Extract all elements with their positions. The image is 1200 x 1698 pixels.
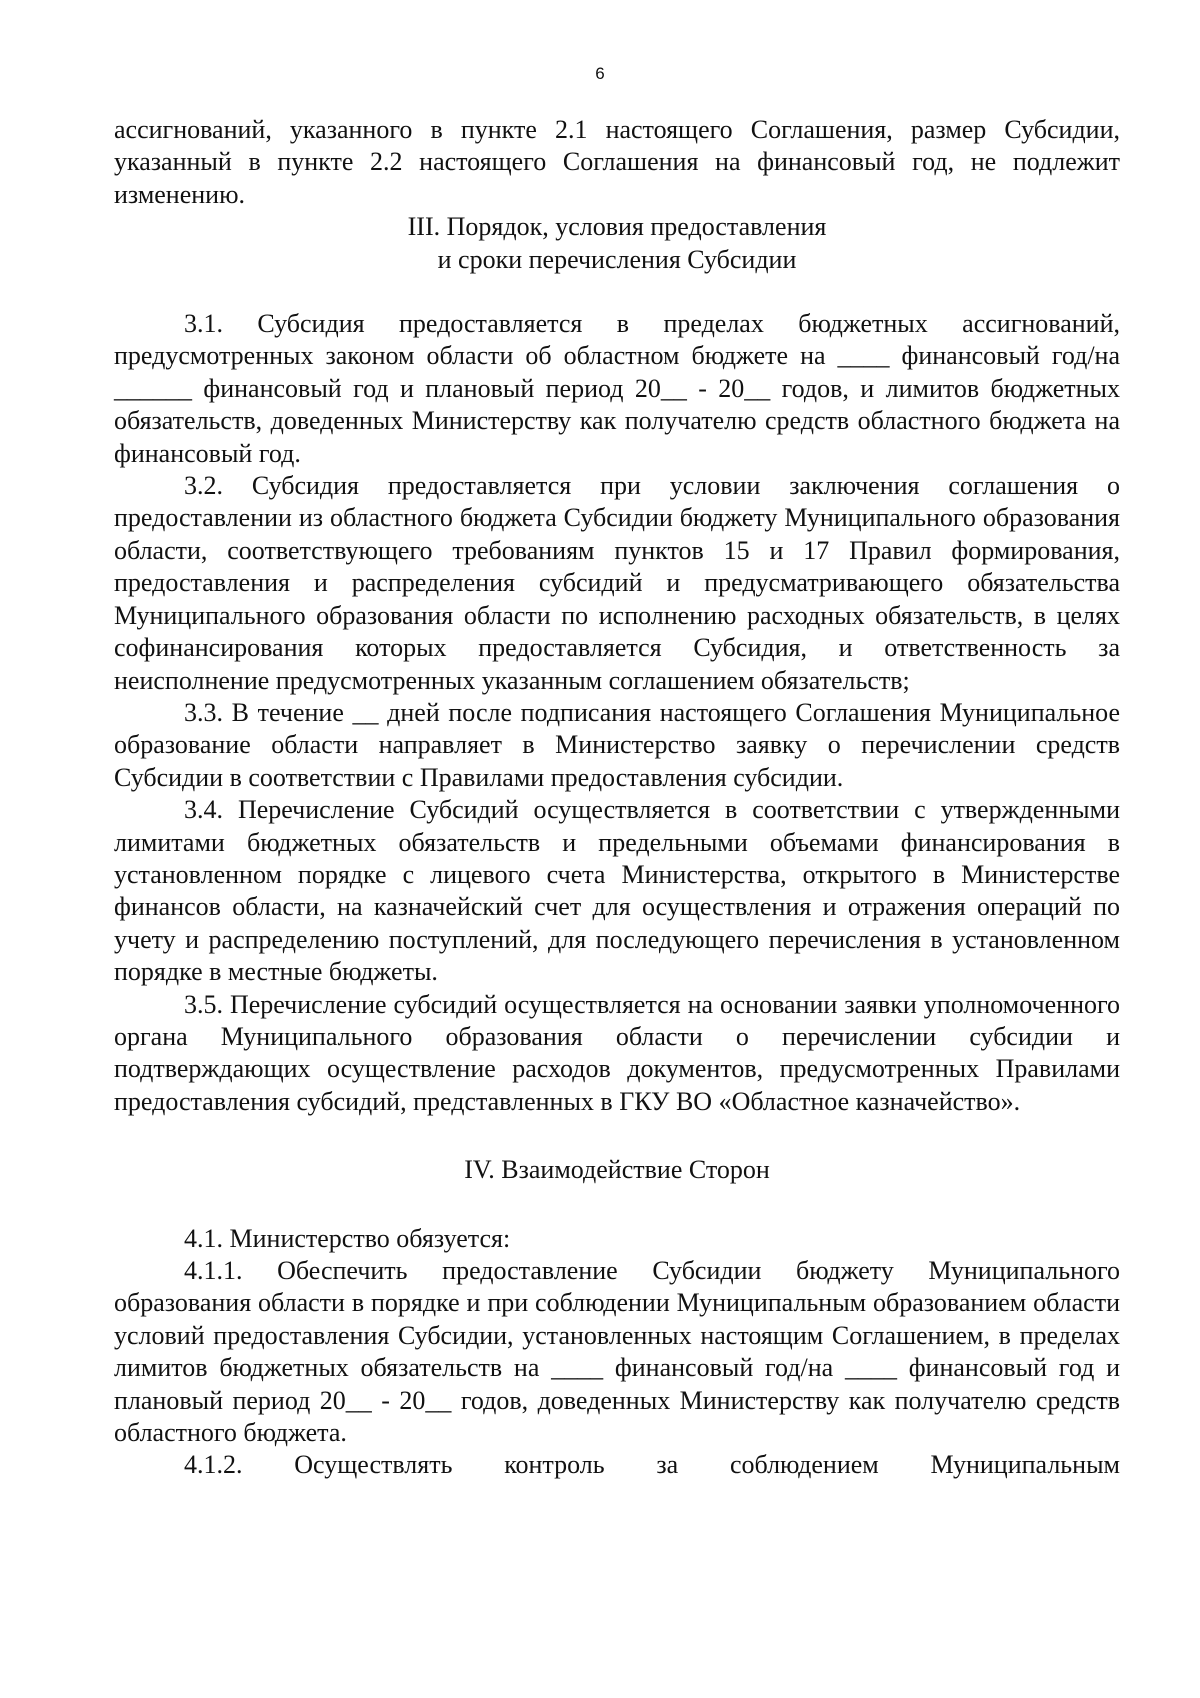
section-4-title: IV. Взаимодействие Сторон <box>464 1155 770 1185</box>
paragraph-4-1: 4.1. Министерство обязуется: <box>184 1223 511 1253</box>
section-3-heading <box>114 211 1120 276</box>
paragraph-3-3: 3.3. В течение __ дней после подписания настоящего Соглашения Муниципальное образование области направляет в Министерство заявку о перечислении средств Субсидии в соответствии с Правилами предоставления субсидии. <box>114 697 1120 792</box>
section-3-title-line-2: и сроки перечисления Субсидии <box>437 244 797 274</box>
paragraph-continuation: ассигнований, указанного в пункте 2.1 настоящего Соглашения, размер Субсидии, указанный в пункте 2.2 настоящего Соглашения на финансовый год, не подлежит изменению. <box>114 115 1120 209</box>
spacer <box>114 1187 1120 1223</box>
section-4-heading <box>114 1154 1120 1186</box>
section-3-title-line-1: III. Порядок, условия предоставления <box>407 212 827 242</box>
paragraph-3-2: 3.2. Субсидия предоставляется при условии заключения соглашения о предоставлении из областного бюджета Субсидии бюджету Муниципального образования области, соответствующего требованиям пунктов 15 и 17 Правил формирования, предоставления и распределения субсидий и предусматривающего обязательства Муниципального образования области по исполнению расходных обязательств, в целях софинансирования которых предоставляется Субсидия, и ответственность за неисполнение предусмотренных указанным соглашением обязательств; <box>114 471 1120 695</box>
paragraph-3-4: 3.4. Перечисление Субсидий осуществляется в соответствии с утвержденными лимитами бюджетных обязательств и предельными объемами финансирования в установленном порядке с лицевого счета Министерства, открытого в Министерстве финансов области, на казначейский счет для осуществления и отражения операций по учету и распределению поступлений, для последующего перечисления в установленном порядке в местные бюджеты. <box>114 795 1120 987</box>
paragraph-4-1-1: 4.1.1. Обеспечить предоставление Субсидии бюджету Муниципального образования области в порядке и при соблюдении Муниципальным образованием области условий предоставления Субсидии, установленных настоящим Соглашением, в пределах лимитов бюджетных обязательств на ____ финансовый год/на ____ финансовый год и плановый период 20__ - 20__ годов, доведенных Министерству как получателю средств областного бюджета. <box>114 1256 1120 1448</box>
spacer <box>114 1118 1120 1154</box>
paragraph-3-1: 3.1. Субсидия предоставляется в пределах бюджетных ассигнований, предусмотренных законом области об областном бюджете на ____ финансовый год/на ______ финансовый год и плановый период 20__ - 20__ годов, и лимитов бюджетных обязательств, доведенных Министерству как получателю средств областного бюджета на финансовый год. <box>114 309 1120 468</box>
document-body <box>114 114 1120 1482</box>
spacer <box>114 276 1120 308</box>
paragraph-3-5: 3.5. Перечисление субсидий осуществляется на основании заявки уполномоченного органа Муниципального образования области о перечислении субсидии и подтверждающих осуществление расходов документов, предусмотренных Правилами предоставления субсидий, представленных в ГКУ ВО «Областное казначейство». <box>114 989 1120 1116</box>
page-number: 6 <box>595 64 605 83</box>
paragraph-4-1-2: 4.1.2. Осуществлять контроль за соблюдением Муниципальным <box>184 1450 1120 1480</box>
